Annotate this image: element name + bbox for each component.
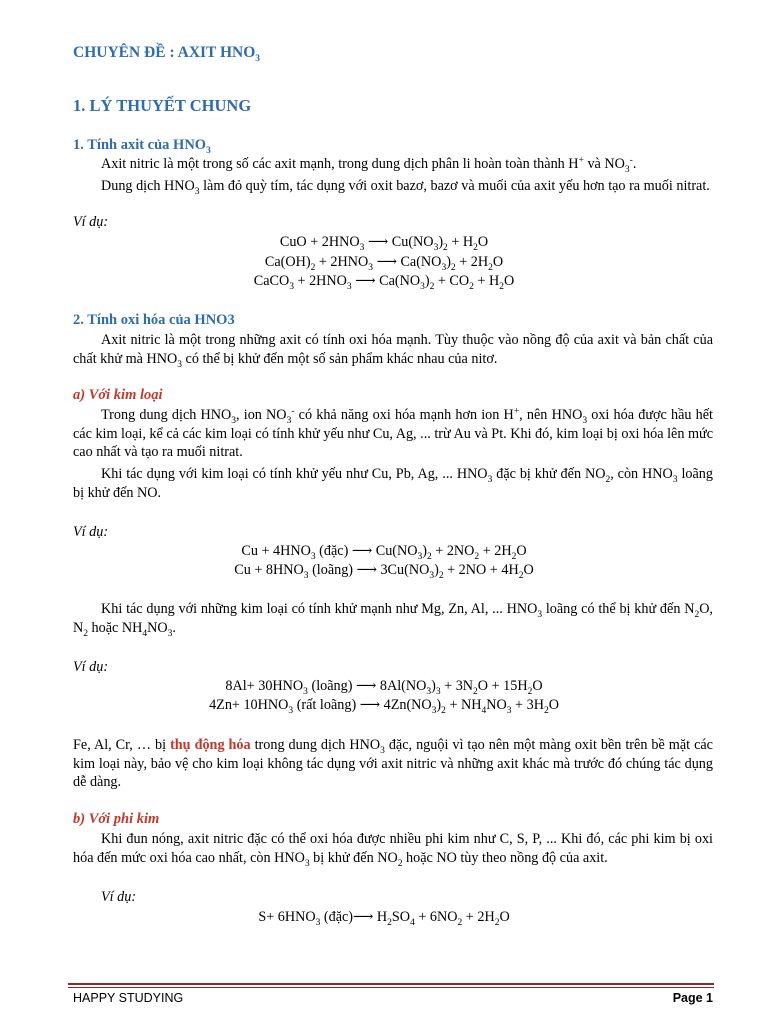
- paragraph-strong-metals: Khi tác dụng với những kim loại có tính khử mạnh như Mg, Zn, Al, ... $HNO_3$ loãng có thể bị khử đến $N_2O$, $N_2$ hoặc $NH_4NO_3$.: [73, 601, 713, 639]
- paragraph-metals: Trong dung dịch $HNO_3$, ion $NO_3^-$ có khả năng oxi hóa mạnh hơn ion H+, nên $HNO_3$ oxi hóa được hầu hết các kim loại, kể cả các kim loại có tính khử yếu như Cu, Ag, ... trừ Au và Pt. Khi đó, kim loại bị oxi hóa lên mức cao nhất và tạo ra muối nitrat.: [73, 406, 713, 461]
- passivation-term: thụ động hóa: [170, 737, 251, 753]
- footer-rule-thin: [68, 987, 714, 988]
- equation-caco3: CaCO$_3$ + $2HNO_3$ ⟶ $Ca(NO_3)_2 + CO_2 + H_2O$: [253, 273, 515, 292]
- equation-cuo: CuO + $2HNO_3$ ⟶ $Cu(NO_3)_2 + H_2O$: [279, 234, 489, 253]
- subheading-oxidation: 2. Tính oxi hóa của HNO3: [73, 312, 235, 328]
- example-label: Ví dụ:: [73, 214, 109, 230]
- document-title: CHUYÊN ĐỀ : AXIT $HNO_3$: [73, 44, 261, 65]
- paragraph-passivation: Fe, Al, Cr, … bị thụ động hóa trong dung dịch $HNO_3$ đặc, nguội vì tạo nên một màng oxit bền trên bề mặt các kim loại này, bảo vệ cho kim loại không tác dụng với axit nitric và những axit khác mà trước đó chúng tác dụng dễ dàng.: [73, 737, 713, 791]
- equation-cu-dilute: $Cu + 8HNO_3$ (loãng) ⟶ $3Cu(NO_3)_2 + 2NO + 4H_2O$: [234, 562, 534, 581]
- section-heading-theory: 1. LÝ THUYẾT CHUNG: [73, 96, 252, 115]
- subheading-metals: a) Với kim loại: [73, 387, 163, 403]
- paragraph-nonmetals: Khi đun nóng, axit nitric đặc có thể oxi hóa được nhiều phi kim như C, S, P, ... Khi đó, các phi kim bị oxi hóa đến mức oxi hóa cao nhất, còn $HNO_3$ bị khử đến $NO_2$ hoặc NO tùy theo nồng độ của axit.: [73, 831, 713, 869]
- page-number: Page 1: [672, 991, 713, 1005]
- equation-zn: $4Zn+ 10HNO_3$ (rất loãng) ⟶ $4Zn(NO_3)_2 + NH_4NO_3 + 3H_2O$: [209, 697, 559, 716]
- subheading-nonmetals: b) Với phi kim: [73, 811, 160, 827]
- example-label: Ví dụ:: [101, 889, 137, 905]
- equation-cu-concentrated: $Cu + 4HNO_3$ (đặc) ⟶ $Cu(NO_3)_2 + 2NO_2 + 2H_2O$: [241, 543, 527, 562]
- footer-text: HAPPY STUDYING: [73, 991, 184, 1005]
- paragraph-acid-strength: Axit nitric là một trong số các axit mạnh, trong dung dịch phân li hoàn toàn thành H+ và $NO_3^-$.: [101, 155, 637, 175]
- example-label: Ví dụ:: [73, 659, 109, 675]
- subheading-acidity: 1. Tính axit của $HNO_3$: [73, 137, 211, 156]
- equation-caoh2: $Ca(OH)_2 + 2HNO_3$ ⟶ $Ca(NO_3)_2 + 2H_2O$: [264, 254, 504, 273]
- example-label: Ví dụ:: [73, 524, 109, 540]
- paragraph-oxidation-intro: Axit nitric là một trong những axit có tính oxi hóa mạnh. Tùy thuộc vào nồng độ của axit và bản chất của chất khử mà $HNO_3$ có thể bị khử đến một số sản phẩm khác nhau của nitơ.: [73, 332, 713, 370]
- equation-al: $8Al+ 30HNO_3$ (loãng) ⟶ $8Al(NO_3)_3 + 3N_2O + 15H_2O$: [225, 678, 543, 697]
- paragraph-litmus: Dung dịch $HNO_3$ làm đỏ quỳ tím, tác dụng với oxit bazơ, bazơ và muối của axit yếu hơn tạo ra muối nitrat.: [101, 178, 710, 197]
- paragraph-weak-metals: Khi tác dụng với kim loại có tính khử yếu như Cu, Pb, Ag, ... $HNO_3$ đặc bị khử đến $NO_2$, còn $HNO_3$ loãng bị khử đến NO.: [73, 466, 713, 501]
- footer-rule: [68, 983, 714, 985]
- equation-sulfur: $S+ 6HNO_3$ (đặc)⟶ $H_2SO_4 + 6NO_2 + 2H_2O$: [258, 909, 510, 928]
